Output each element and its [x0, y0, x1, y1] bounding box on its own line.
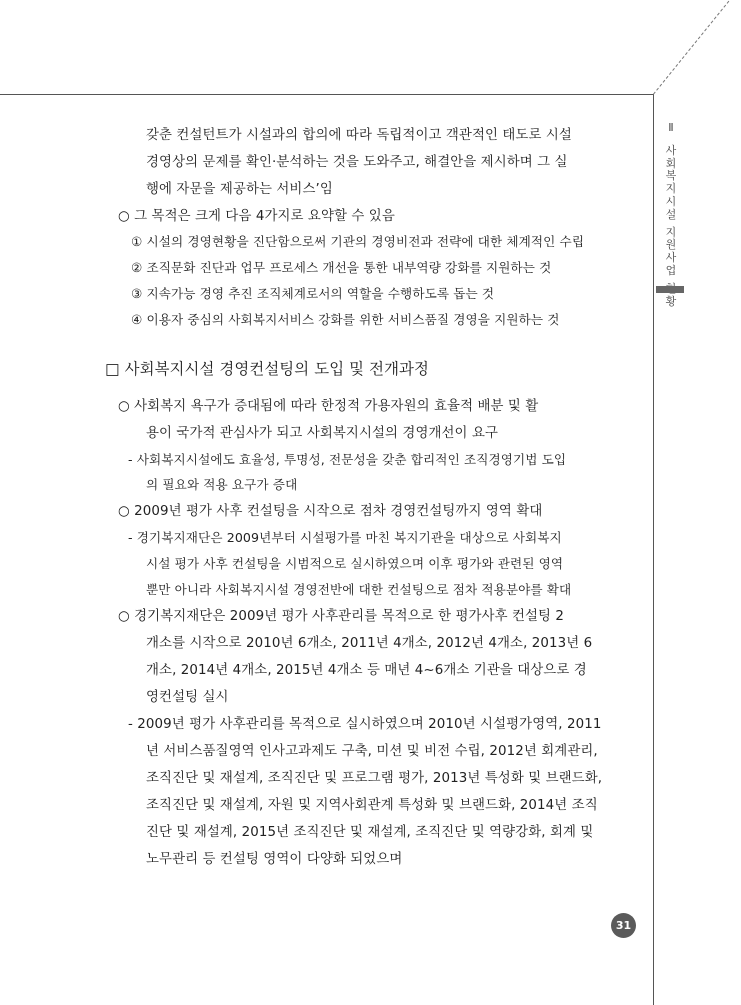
body-line: 갖춘 컨설턴트가 시설과의 합의에 따라 독립적이고 객관적인 태도로 시설	[146, 128, 572, 143]
chapter-char: 지	[665, 182, 677, 196]
page-number-badge: 31	[611, 913, 636, 938]
numbered-item: ③ 지속가능 경영 추진 조직체계로서의 역할을 수행하도록 돕는 것	[131, 286, 495, 301]
body-line: 뿐만 아니라 사회복지시설 경영전반에 대한 컨설팅으로 점차 적용분야를 확대	[146, 582, 572, 597]
chapter-char: 지	[665, 225, 677, 239]
body-line: 년 서비스품질영역 인사고과제도 구축, 미션 및 비전 수립, 2012년 회계관리,	[146, 744, 598, 759]
chapter-number: Ⅱ	[668, 121, 674, 134]
bullet-dash-line: - 사회복지시설에도 효율성, 투명성, 전문성을 갖춘 합리적인 조직경영기법 도입	[128, 452, 567, 467]
body-line: 진단 및 재설계, 2015년 조직진단 및 재설계, 조직진단 및 역량강화, 회계 및	[146, 825, 594, 840]
chapter-char: 업	[665, 263, 677, 277]
side-rule	[653, 94, 654, 1005]
bullet-dash-line: - 경기복지재단은 2009년부터 시설평가를 마친 복지기관을 대상으로 사회복지	[128, 530, 562, 545]
body-line: 용이 국가적 관심사가 되고 사회복지시설의 경영개선이 요구	[146, 426, 499, 441]
body-line: 경영상의 문제를 확인·분석하는 것을 도와주고, 해결안을 제시하며 그 실	[146, 155, 568, 170]
body-line: 개소를 시작으로 2010년 6개소, 2011년 4개소, 2012년 4개소, 2013년 6	[146, 636, 593, 651]
chapter-char: 원	[665, 238, 677, 252]
bullet-circle-line: ○ 사회복지 욕구가 증대됨에 따라 한정적 가용자원의 효율적 배분 및 활	[118, 399, 539, 414]
numbered-item: ② 조직문화 진단과 업무 프로세스 개선을 통한 내부역량 강화를 지원하는 것	[131, 260, 552, 275]
bullet-circle-line: ○ 2009년 평가 사후 컨설팅을 시작으로 점차 경영컨설팅까지 영역 확대	[118, 504, 543, 519]
body-line: 개소, 2014년 4개소, 2015년 4개소 등 매년 4~6개소 기관을 대상으로 경	[146, 663, 587, 678]
body-line: 시설 평가 사후 컨설팅을 시범적으로 실시하였으며 이후 평가와 관련된 영역	[146, 556, 564, 571]
side-tab-bar	[656, 286, 684, 293]
chapter-char: 사	[665, 143, 677, 157]
body-line: 조직진단 및 재설계, 조직진단 및 프로그램 평가, 2013년 특성화 및 브랜드화,	[146, 771, 603, 786]
chapter-char: 회	[665, 156, 677, 170]
body-line: 영컨설팅 실시	[146, 690, 229, 705]
body-line: 노무관리 등 컨설팅 영역이 다양화 되었으며	[146, 852, 403, 867]
numbered-item: ① 시설의 경영현황을 진단함으로써 기관의 경영비전과 전략에 대한 체계적인 수립	[131, 234, 585, 249]
corner-diagonal	[653, 1, 730, 96]
chapter-char: 황	[665, 294, 677, 308]
chapter-char: 사	[665, 251, 677, 265]
chapter-char: 시	[665, 194, 677, 208]
numbered-item: ④ 이용자 중심의 사회복지서비스 강화를 위한 서비스품질 경영을 지원하는 것	[131, 312, 560, 327]
chapter-char: 설	[665, 207, 677, 221]
body-line: 조직진단 및 재설계, 자원 및 지역사회관계 특성화 및 브랜드화, 2014년 조직	[146, 798, 598, 813]
body-line: 행에 자문을 제공하는 서비스’임	[146, 182, 333, 197]
chapter-char: 복	[665, 169, 677, 183]
bullet-dash-line: - 2009년 평가 사후관리를 목적으로 실시하였으며 2010년 시설평가영역, 2011	[128, 717, 602, 732]
bullet-circle-line: ○ 경기복지재단은 2009년 평가 사후관리를 목적으로 한 평가사후 컨설팅 2	[118, 609, 565, 624]
bullet-circle-line: ○ 그 목적은 크게 다음 4가지로 요약할 수 있음	[118, 209, 395, 224]
body-line: 의 필요와 적용 요구가 증대	[146, 477, 298, 492]
section-heading: □ 사회복지시설 경영컨설팅의 도입 및 전개과정	[105, 360, 429, 378]
chapter-side-label	[660, 122, 682, 308]
header-rule	[0, 94, 653, 95]
